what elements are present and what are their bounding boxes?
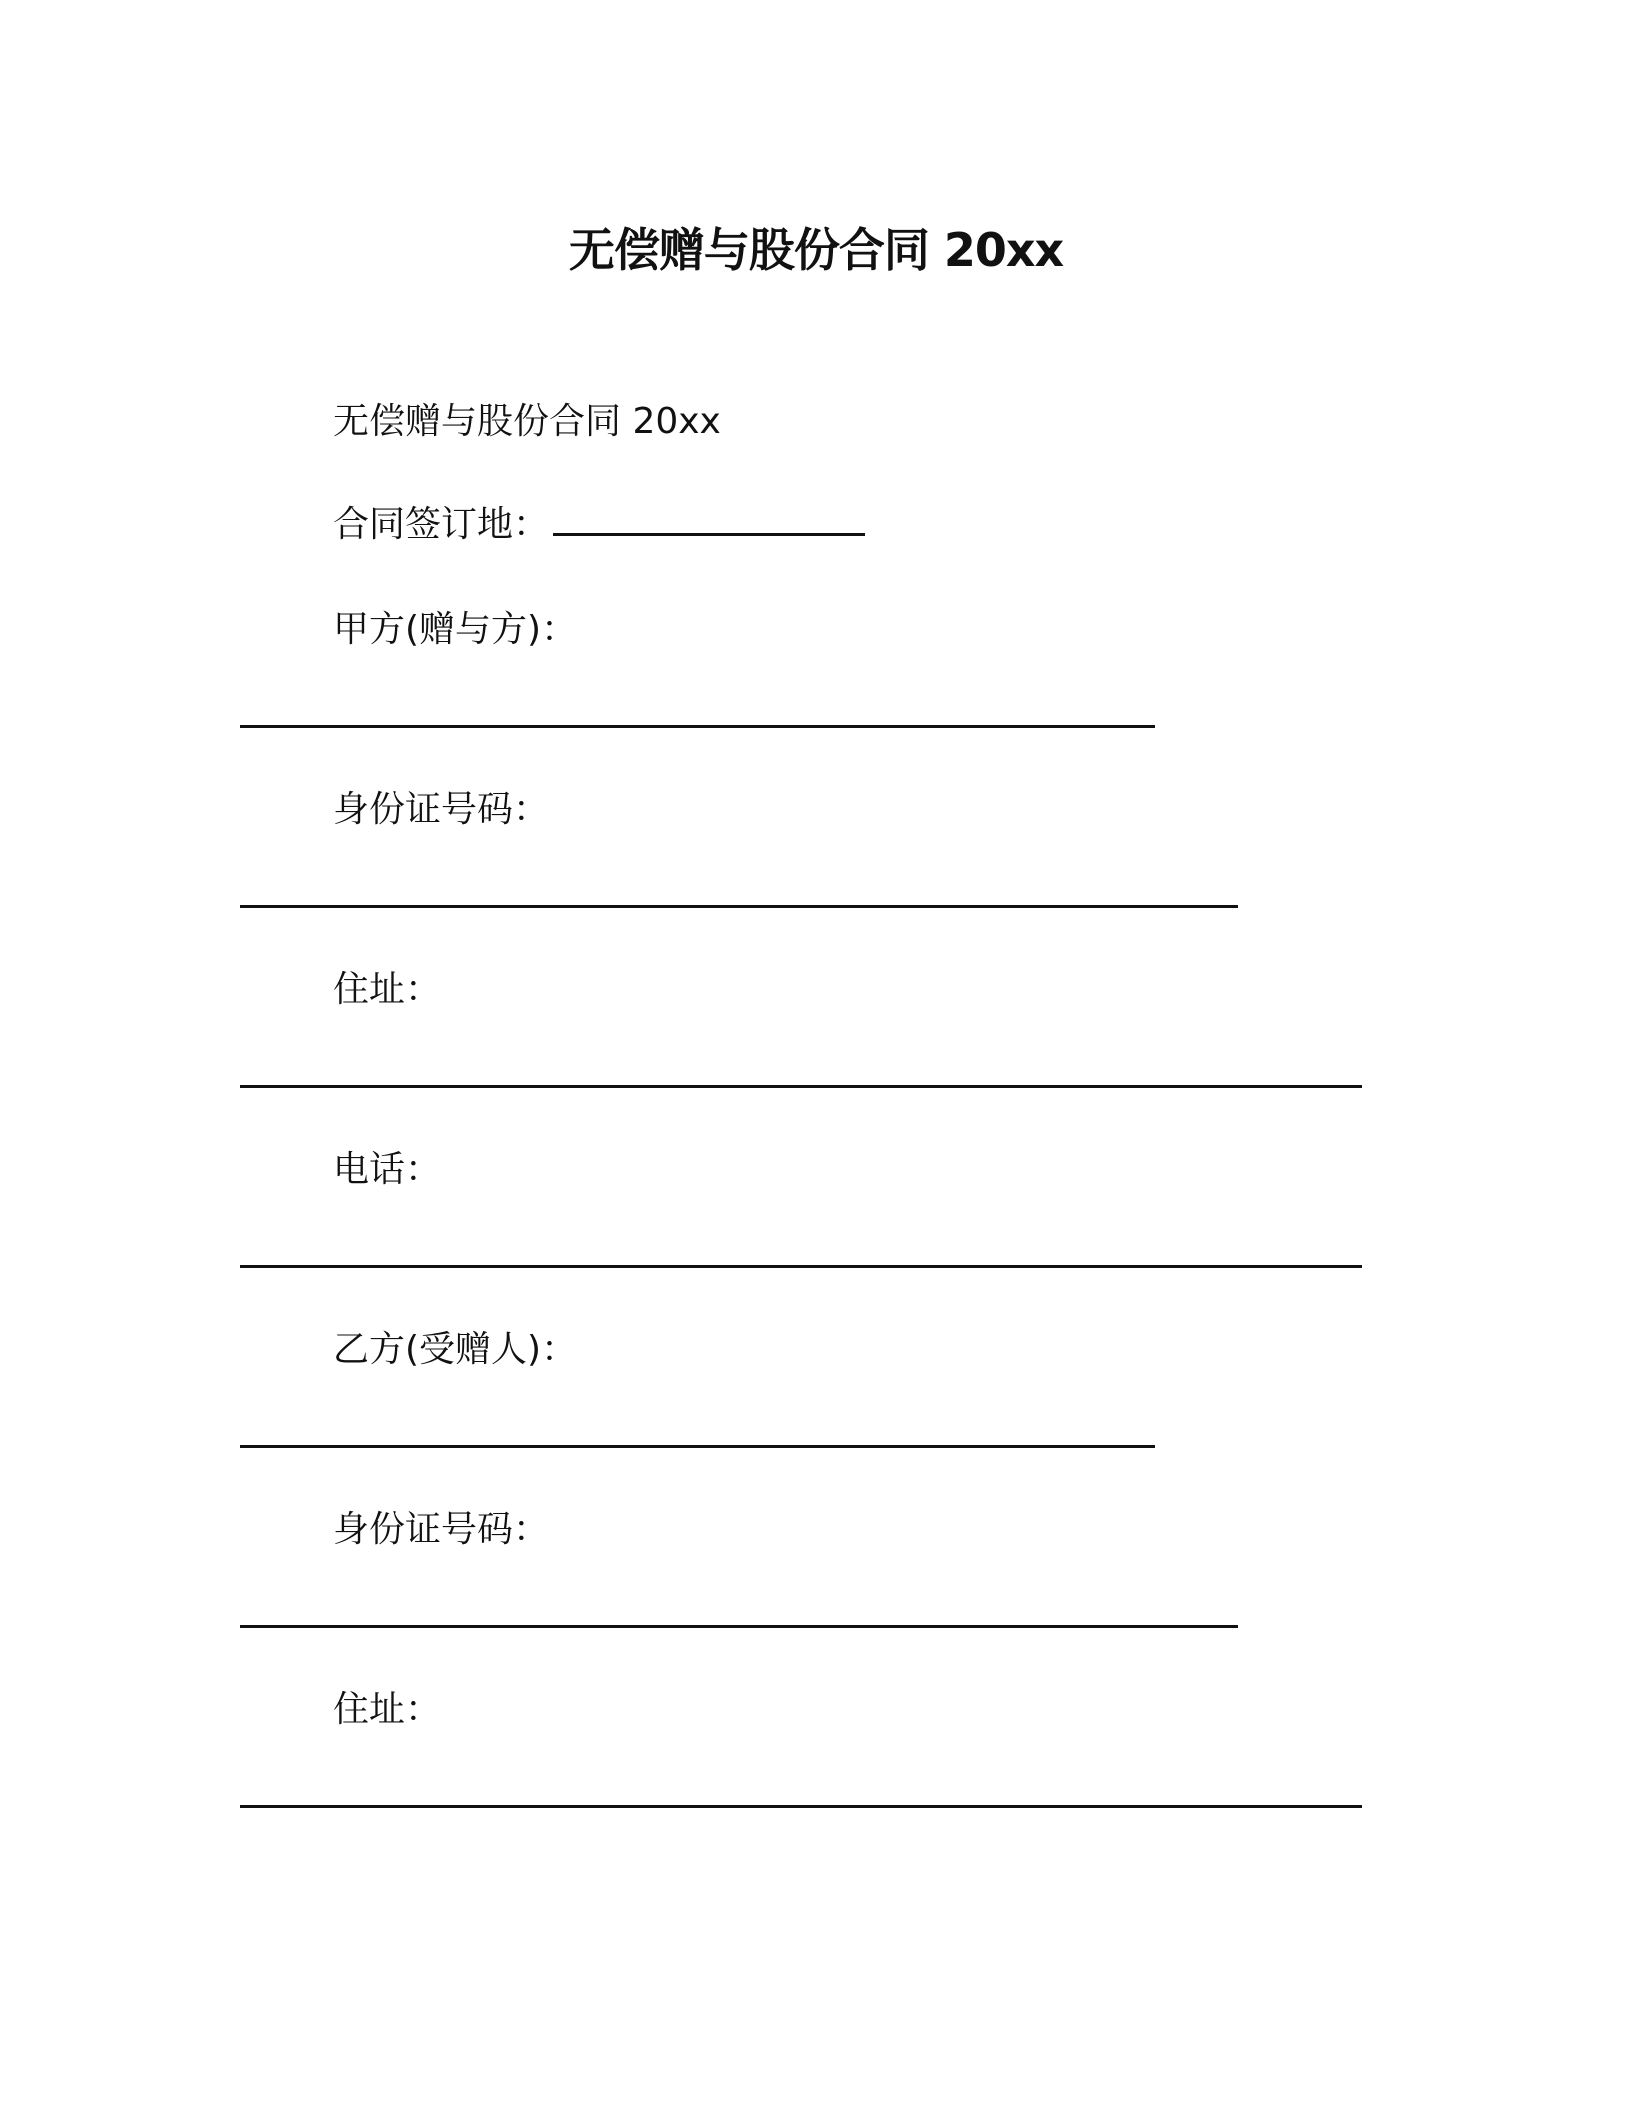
document-subtitle: 无偿赠与股份合同 20xx xyxy=(333,401,721,442)
party-b-id-label: 身份证号码： xyxy=(333,1509,550,1550)
party-a-id-label: 身份证号码： xyxy=(333,789,550,830)
party-a-blank xyxy=(240,725,1155,728)
party-a-phone-blank xyxy=(240,1265,1362,1268)
party-b-label: 乙方(受赠人)： xyxy=(333,1329,578,1370)
document-title: 无偿赠与股份合同 20xx xyxy=(568,223,1064,277)
party-a-label: 甲方(赠与方)： xyxy=(333,609,578,650)
party-b-blank xyxy=(240,1445,1155,1448)
party-a-address-blank xyxy=(240,1085,1362,1088)
party-b-address-label: 住址： xyxy=(333,1689,442,1730)
party-a-id-blank xyxy=(240,905,1238,908)
party-a-phone-label: 电话： xyxy=(333,1149,442,1190)
party-b-id-blank xyxy=(240,1625,1238,1628)
party-a-address-label: 住址： xyxy=(333,969,442,1010)
signing-place-row xyxy=(333,503,865,547)
signing-place-blank xyxy=(553,505,865,536)
party-b-address-blank xyxy=(240,1805,1362,1808)
signing-place-label: 合同签订地： xyxy=(333,504,550,545)
